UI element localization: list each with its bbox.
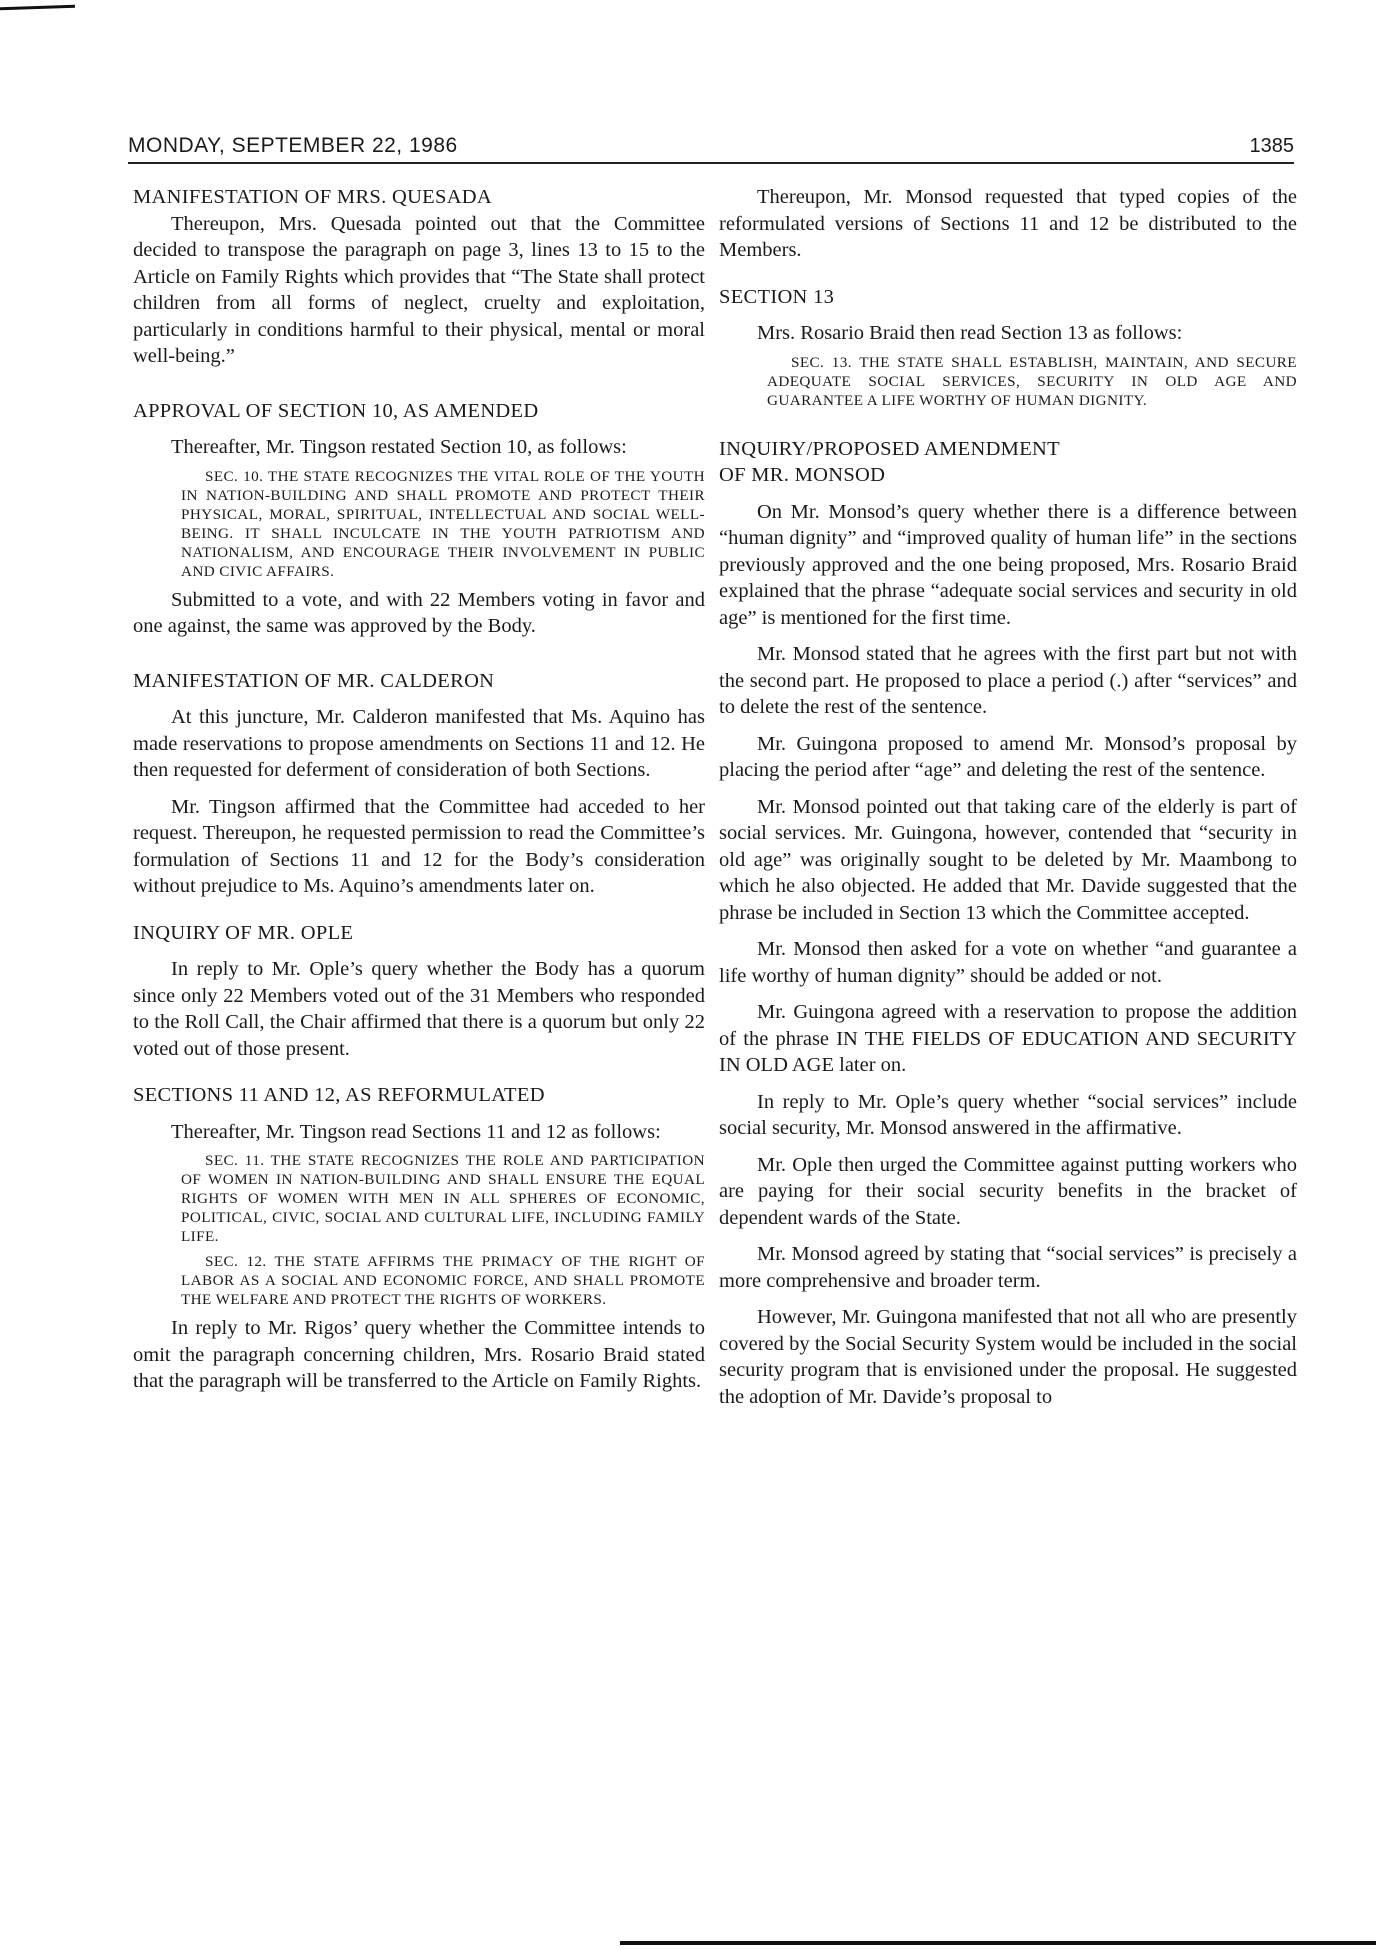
paragraph: Mr. Monsod then asked for a vote on whether “and guarantee a life worthy of human dignity” should be added or not.: [719, 938, 1297, 987]
quoted-section: SEC. 12. THE STATE AFFIRMS THE PRIMACY OF THE RIGHT OF LABOR AS A SOCIAL AND ECONOMIC FORCE, AND SHALL PROMOTE THE WELFARE AND PROTECT THE RIGHTS OF WORKERS.: [181, 1253, 705, 1308]
page-header: [128, 126, 1294, 164]
paragraph: Mr. Guingona agreed with a reservation to propose the addition of the phrase IN THE FIELDS OF EDUCATION AND SECURITY IN OLD AGE later on.: [719, 1001, 1297, 1076]
paragraph: Submitted to a vote, and with 22 Members voting in favor and one against, the same was approved by the Body.: [133, 588, 705, 637]
paragraph: Thereafter, Mr. Tingson read Sections 11 and 12 as follows:: [171, 1120, 661, 1143]
paragraph: Thereupon, Mrs. Quesada pointed out that the Committee decided to transpose the paragraph on page 3, lines 13 to 15 to the Article on Family Rights which provides that “The State shall protect children from all forms of neglect, cruelty and exploitation, particularly in conditions harmful to their physical, mental or moral well-being.”: [133, 212, 705, 367]
paragraph: However, Mr. Guingona manifested that not all who are presently covered by the Social Security System would be included in the social security program that is envisioned under the proposal. He suggested the adoption of Mr. Davide’s proposal to: [719, 1306, 1297, 1408]
paragraph: Mr. Ople then urged the Committee against putting workers who are paying for their social security benefits in the bracket of dependent wards of the State.: [719, 1153, 1297, 1229]
section-heading: OF MR. MONSOD: [719, 464, 886, 486]
section-heading: MANIFESTATION OF MR. CALDERON: [133, 669, 495, 692]
paragraph: In reply to Mr. Rigos’ query whether the Committee intends to omit the paragraph concerning children, Mrs. Rosario Braid stated that the paragraph will be transferred to the Article on Family Rights.: [133, 1317, 705, 1392]
section-heading: SECTIONS 11 AND 12, AS REFORMULATED: [133, 1084, 545, 1106]
right-column: [719, 184, 1297, 1410]
paragraph: Thereupon, Mr. Monsod requested that typed copies of the reformulated versions of Sections 11 and 12 be distributed to the Members.: [719, 186, 1297, 261]
paragraph: Mr. Monsod stated that he agrees with the first part but not with the second part. He proposed to place a period (.) after “services” and to delete the rest of the sentence.: [719, 643, 1297, 718]
section-heading: INQUIRY/PROPOSED AMENDMENT: [719, 437, 1060, 460]
paragraph: Thereafter, Mr. Tingson restated Section 10, as follows:: [171, 436, 627, 458]
quoted-section: SEC. 11. THE STATE RECOGNIZES THE ROLE AND PARTICIPATION OF WOMEN IN NATION-BUILDING AND SHALL ENSURE THE EQUAL RIGHTS OF WOMEN WITH MEN IN ALL SPHERES OF ECONOMIC, POLITICAL, CIVIC, SOCIAL AND CULTURAL LIFE, INCLUDING FAMILY LIFE.: [181, 1152, 705, 1245]
header-date: MONDAY, SEPTEMBER 22, 1986: [128, 134, 458, 157]
page-number: 1385: [1249, 135, 1294, 157]
paragraph: Mr. Tingson affirmed that the Committee had acceded to her request. Thereupon, he requested permission to read the Committee’s formulation of Sections 11 and 12 for the Body’s consideration without prejudice to Ms. Aquino’s amendments later on.: [133, 795, 705, 897]
paragraph: Mrs. Rosario Braid then read Section 13 as follows:: [757, 322, 1183, 344]
scan-edge-mark: [0, 5, 75, 11]
quoted-section: SEC. 13. THE STATE SHALL ESTABLISH, MAINTAIN, AND SECURE ADEQUATE SOCIAL SERVICES, SECURITY IN OLD AGE AND GUARANTEE A LIFE WORTHY OF HUMAN DIGNITY.: [767, 353, 1297, 409]
section-heading: SECTION 13: [719, 285, 835, 308]
section-heading: INQUIRY OF MR. OPLE: [133, 921, 354, 944]
paragraph: At this juncture, Mr. Calderon manifested that Ms. Aquino has made reservations to propose amendments on Sections 11 and 12. He then requested for deferment of consideration of both Sections.: [133, 706, 705, 781]
paragraph: On Mr. Monsod’s query whether there is a difference between “human dignity” and “improved quality of human life” in the sections previously approved and the one being proposed, Mrs. Rosario Braid explained that the phrase “adequate social services and security in old age” is mentioned for the first time.: [719, 500, 1297, 629]
section-heading: MANIFESTATION OF MRS. QUESADA: [133, 186, 493, 208]
paragraph: Mr. Guingona proposed to amend Mr. Monsod’s proposal by placing the period after “age” and deleting the rest of the sentence.: [719, 732, 1297, 781]
scan-edge-mark: [620, 1941, 1376, 1945]
paragraph: In reply to Mr. Ople’s query whether the Body has a quorum since only 22 Members voted out of the 31 Members who responded to the Roll Call, the Chair affirmed that there is a quorum but only 22 voted out of those present.: [133, 958, 705, 1060]
section-heading: APPROVAL OF SECTION 10, AS AMENDED: [133, 399, 539, 422]
paragraph: Mr. Monsod agreed by stating that “social services” is precisely a more comprehensive and broader term.: [719, 1243, 1297, 1292]
quoted-section: SEC. 10. THE STATE RECOGNIZES THE VITAL ROLE OF THE YOUTH IN NATION-BUILDING AND SHALL PROMOTE AND PROTECT THEIR PHYSICAL, MORAL, SPIRITUAL, INTELLECTUAL AND SOCIAL WELL-BEING. IT SHALL INCULCATE IN THE YOUTH PATRIOTISM AND NATIONALISM, AND ENCOURAGE THEIR INVOLVEMENT IN PUBLIC AND CIVIC AFFAIRS.: [181, 467, 705, 580]
paragraph: Mr. Monsod pointed out that taking care of the elderly is part of social services. Mr. Guingona, however, contended that “security in old age” was originally sought to be deleted by Mr. Maambong to which he also objected. He added that Mr. Davide suggested that the phrase be included in Section 13 which the Committee accepted.: [719, 795, 1297, 924]
left-column: [133, 184, 705, 1395]
paragraph: In reply to Mr. Ople’s query whether “social services” include social security, Mr. Monsod answered in the affirmative.: [719, 1090, 1297, 1139]
